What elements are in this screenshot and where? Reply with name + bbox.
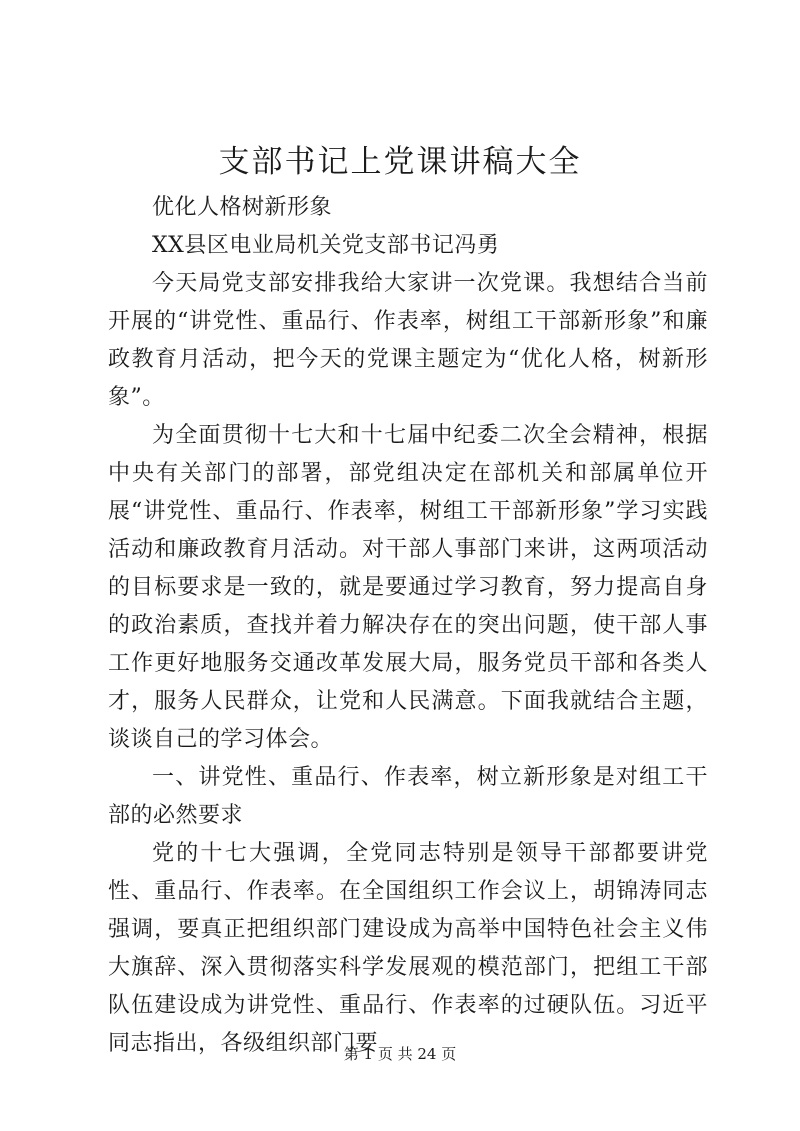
paragraph: 党的十七大强调，全党同志特别是领导干部都要讲党性、重品行、作表率。在全国组织工作会议上，胡锦涛同志强调，要真正把组织部门建设成为高举中国特色社会主义伟大旗辞、深入贯彻落实科学发展观的模范部门，把组工干部队伍建设成为讲党性、重品行、作表率的过硬队伍。习近平同志指出，各级组织部门要 xyxy=(108,841,708,1056)
paragraph: 今天局党支部安排我给大家讲一次党课。我想结合当前开展的“讲党性、重品行、作表率，树组工干部新形象”和廉政教育月活动，把今天的党课主题定为“优化人格，树新形象”。 xyxy=(108,271,708,410)
section-heading: 一、讲党性、重品行、作表率，树立新形象是对组工干部的必然要求 xyxy=(108,765,708,828)
paragraph: 为全面贯彻十七大和十七届中纪委二次全会精神，根据中央有关部门的部署，部党组决定在部机关和部属单位开展“讲党性、重品行、作表率，树组工干部新形象”学习实践活动和廉政教育月活动。对干部人事部门来讲，这两项活动的目标要求是一致的，就是要通过学习教育，努力提高自身的政治素质，查找并着力解决存在的突出问题，使干部人事工作更好地服务交通改革发展大局，服务党员干部和各类人才，服务人民群众，让党和人民满意。下面我就结合主题，谈谈自己的学习体会。 xyxy=(108,423,708,752)
document-body xyxy=(108,189,708,1063)
page-footer: 第 1 页 共 24 页 xyxy=(343,1045,457,1063)
author-line: XX县区电业局机关党支部书记冯勇 xyxy=(152,233,500,258)
subtitle: 优化人格树新形象 xyxy=(152,195,333,220)
document-title: 支部书记上党课讲稿大全 xyxy=(218,144,582,180)
